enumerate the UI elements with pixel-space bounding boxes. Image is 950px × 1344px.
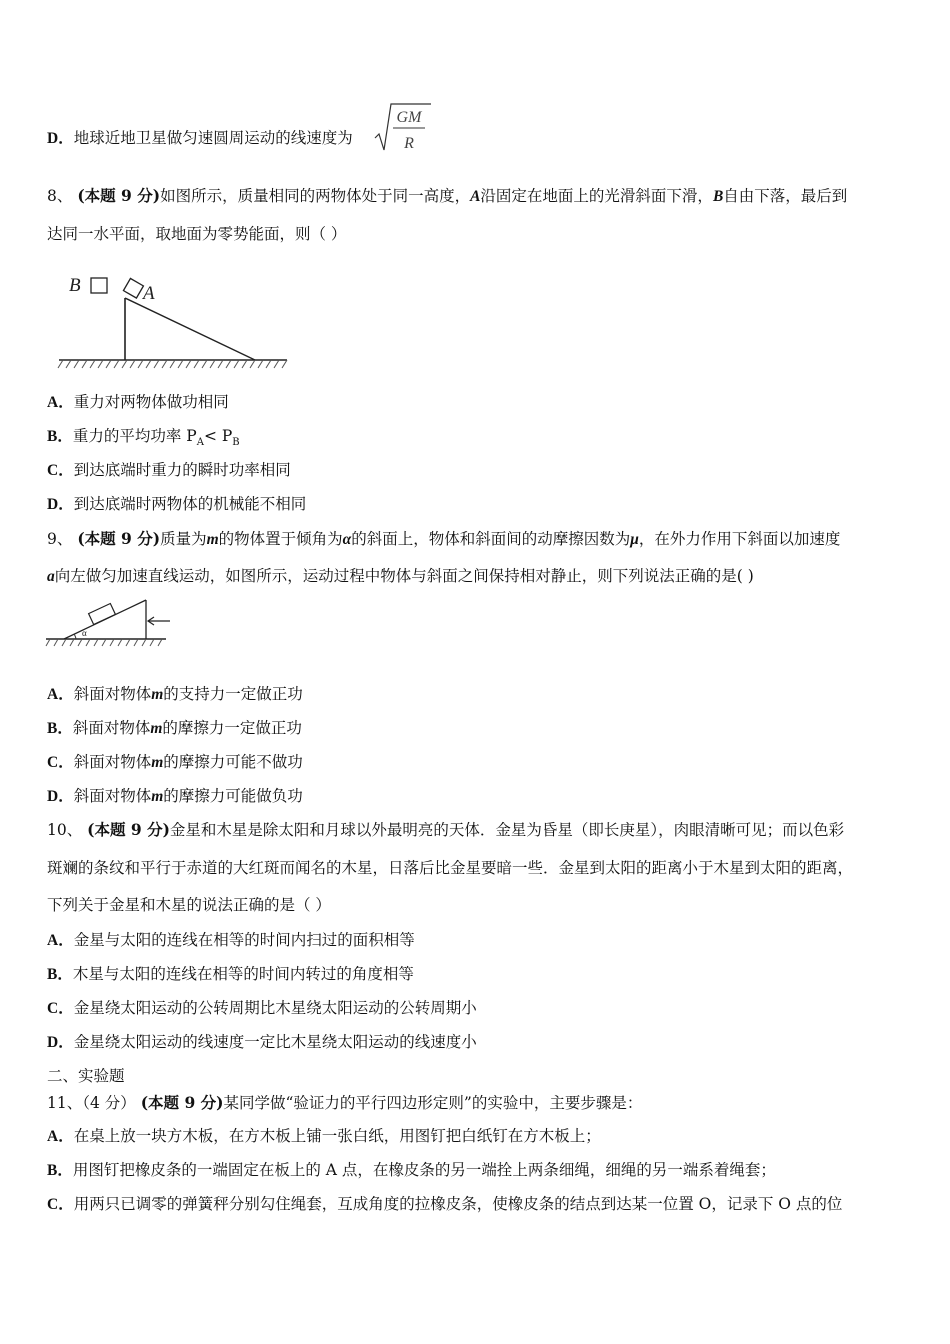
- option-text: 重力对两物体做功相同: [73, 393, 229, 411]
- subscript: A: [196, 437, 204, 449]
- option-letter: B．: [47, 720, 73, 737]
- option-letter: A．: [47, 932, 74, 949]
- step-text: 在桌上放一块方木板，在方木板上铺一张白纸，用图钉把白纸钉在方木板上；: [73, 1127, 601, 1145]
- option-text: 的摩擦力可能做负功: [163, 787, 303, 805]
- question-number: 8、: [47, 187, 73, 205]
- q9-stem-line2: [47, 565, 920, 588]
- q11-step-c: [47, 1193, 920, 1216]
- option-text: 的支持力一定做正功: [163, 685, 303, 703]
- option-text: 斜面对物体: [72, 719, 151, 737]
- subscript: B: [232, 437, 240, 449]
- option-letter: A．: [47, 394, 74, 411]
- q10-stem-line3: 下列关于金星和木星的说法正确的是（ ）: [47, 896, 331, 914]
- q9-option-a: [47, 683, 920, 706]
- option-text: 斜面对物体: [73, 787, 152, 805]
- q9-text: 向左做匀加速直线运动，如图所示，运动过程中物体与斜面之间保持相对静止，则下列说法正确的是( ): [54, 567, 754, 585]
- q9-option-d: [47, 785, 920, 808]
- q8-text: 沿固定在地面上的光滑斜面下滑，: [480, 187, 713, 205]
- var-m: m: [206, 531, 219, 548]
- step-letter: A．: [47, 1128, 74, 1145]
- q11-stem: [47, 1092, 920, 1114]
- section-title: 二、实验题: [47, 1067, 125, 1085]
- option-letter: D．: [47, 496, 74, 513]
- var-alpha: α: [342, 531, 352, 548]
- option-text: 的摩擦力一定做正功: [162, 719, 302, 737]
- var-b: B: [712, 188, 724, 205]
- option-letter: A．: [47, 686, 74, 703]
- option-letter: C．: [47, 462, 74, 479]
- q7-option-d: [47, 127, 920, 150]
- option-text: 金星绕太阳运动的线速度一定比木星绕太阳运动的线速度小: [73, 1033, 477, 1051]
- option-text: 到达底端时重力的瞬时功率相同: [73, 461, 291, 479]
- q9-stem-line1: [47, 528, 920, 551]
- question-score: (本题 9 分): [87, 820, 170, 839]
- step-text: 用图钉把橡皮条的一端固定在板上的 A 点，在橡皮条的另一端拴上两条细绳，细绳的另一端系着绳套；: [72, 1161, 776, 1179]
- q9-text: ，在外力作用下斜面以加速度: [638, 530, 841, 548]
- q11-text: 某同学做“验证力的平行四边形定则”的实验中，主要步骤是：: [223, 1094, 643, 1112]
- option-letter: D．: [47, 788, 74, 805]
- q8-option-d: [47, 493, 920, 516]
- var-a: A: [470, 188, 481, 205]
- option-text: 斜面对物体: [73, 753, 152, 771]
- option-letter: D．: [47, 130, 74, 147]
- var-m: m: [151, 788, 164, 805]
- q10-text: 金星和木星是除太阳和月球以外最明亮的天体．金星为昏星（即长庚星），肉眼清晰可见；而以色彩: [169, 821, 845, 839]
- option-text: 金星绕太阳运动的公转周期比木星绕太阳运动的公转周期小: [73, 999, 477, 1017]
- q10-option-b: [47, 963, 920, 986]
- question-number: 9、: [47, 530, 73, 548]
- q10-option-c: [47, 997, 920, 1020]
- option-letter: B．: [47, 966, 73, 983]
- option-text: 的摩擦力可能不做功: [163, 753, 303, 771]
- q10-stem-line2: 斑斓的条纹和平行于赤道的大红斑而闻名的木星，日落后比金星要暗一些．金星到太阳的距离小于木星到太阳的距离，: [47, 859, 854, 877]
- var-a: a: [47, 568, 55, 585]
- angle-label: α: [82, 628, 87, 638]
- q11-step-a: [47, 1125, 920, 1148]
- question-points: （4 分）: [82, 1094, 136, 1112]
- question-score: (本题 9 分): [77, 529, 161, 548]
- q8-option-b: [47, 425, 920, 454]
- sqrt-fraction: [373, 100, 433, 156]
- step-text: 用两只已调零的弹簧秤分别勾住绳套，互成角度的拉橡皮条，使橡皮条的结点到达某一位置 O，记录下 O 点的位: [73, 1195, 843, 1213]
- fraction-denominator: R: [404, 135, 414, 152]
- step-letter: C．: [47, 1196, 74, 1213]
- q9-option-b: [47, 717, 920, 740]
- q8-option-c: [47, 459, 920, 482]
- q9-text: 的物体置于倾角为: [218, 530, 343, 548]
- step-letter: B．: [47, 1162, 73, 1179]
- question-score: (本题 9 分): [140, 1093, 224, 1112]
- q8-text: 如图所示，质量相同的两物体处于同一高度，: [160, 187, 471, 205]
- q8-stem-line1: [47, 185, 920, 208]
- option-text: 地球近地卫星做匀速圆周运动的线速度为: [73, 129, 353, 147]
- q10-stem-line1: [47, 819, 920, 841]
- option-letter: B．: [47, 428, 73, 445]
- figure-label-a: A: [143, 283, 155, 304]
- question-number: 10、: [47, 821, 83, 839]
- option-letter: C．: [47, 754, 74, 771]
- q8-option-a: [47, 391, 920, 414]
- q9-text: 的斜面上，物体和斜面间的动摩擦因数为: [351, 530, 631, 548]
- q10-option-d: [47, 1031, 920, 1054]
- option-text: 斜面对物体: [73, 685, 152, 703]
- option-text: 到达底端时两物体的机械能不相同: [73, 495, 307, 513]
- var-mu: μ: [630, 531, 639, 548]
- figure-label-b: B: [69, 275, 81, 296]
- question-score: (本题 9 分): [77, 186, 161, 205]
- option-text: 木星与太阳的连线在相等的时间内转过的角度相等: [72, 965, 414, 983]
- q9-option-c: [47, 751, 920, 774]
- q9-incline-figure: [44, 596, 174, 652]
- option-letter: C．: [47, 1000, 74, 1017]
- q11-step-b: [47, 1159, 920, 1182]
- var-m: m: [151, 754, 164, 771]
- q9-text: 质量为: [160, 530, 207, 548]
- q8-text: 自由下落，最后到: [723, 187, 848, 205]
- q8-stem-line2: 达同一水平面，取地面为零势能面，则（ ）: [47, 225, 347, 243]
- fraction-numerator: GM: [396, 109, 422, 126]
- q8-incline-figure: [55, 268, 295, 376]
- var-m: m: [150, 720, 163, 737]
- question-number: 11、: [47, 1094, 83, 1112]
- option-text: < P: [203, 427, 233, 445]
- option-text: 金星与太阳的连线在相等的时间内扫过的面积相等: [73, 931, 415, 949]
- var-m: m: [151, 686, 164, 703]
- option-text: 重力的平均功率 P: [72, 427, 197, 445]
- q10-option-a: [47, 929, 920, 952]
- option-letter: D．: [47, 1034, 74, 1051]
